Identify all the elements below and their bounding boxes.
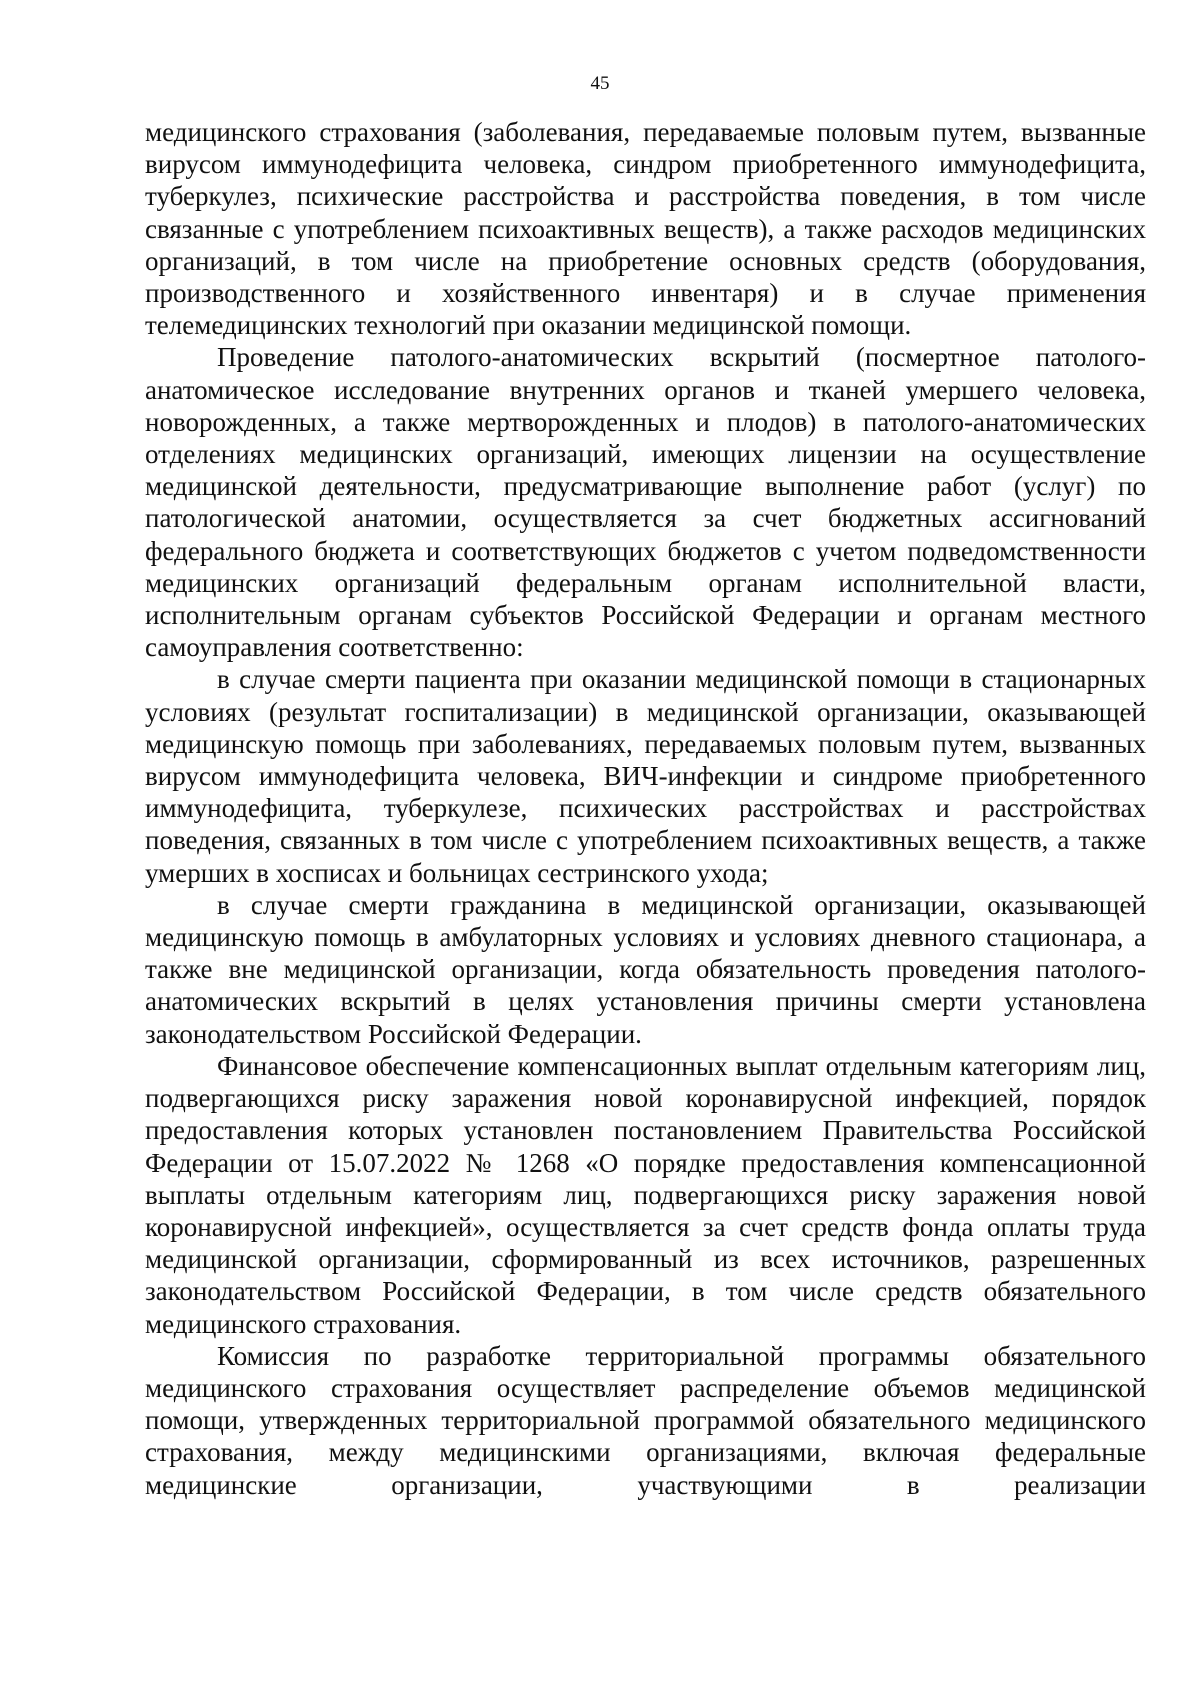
paragraph-compensation-payments: Финансовое обеспечение компенсационных выплат отдельным категориям лиц, подвергающихся риску заражения новой коронавирусной инфекцией, порядок предоставления которых установлен постановлением Правительства Российской Федерации от 15.07.2022 № 1268 «О порядке предоставления компенсационной выплаты отдельным категориям лиц, подвергающихся риску заражения новой коронавирусной инфекцией», осуществляется за счет средств фонда оплаты труда медицинской организации, сформированный из всех источников, разрешенных законодательством Российской Федерации, в том числе средств обязательного медицинского страхования. [145,1050,1146,1339]
paragraph-autopsy-funding: Проведение патолого-анатомических вскрытий (посмертное патолого-анатомическое исследование внутренних органов и тканей умершего человека, новорожденных, а также мертворожденных и плодов) в патолого-анатомических отделениях медицинских организаций, имеющих лицензии на осуществление медицинской деятельности, предусматривающие выполнение работ (услуг) по патологической анатомии, осуществляется за счет бюджетных ассигнований федерального бюджета и соответствующих бюджетов с учетом подведомственности медицинских организаций федеральным органам исполнительной власти, исполнительным органам субъектов Российской Федерации и органам местного самоуправления соответственно: [145,342,1146,663]
paragraph-outpatient-death: в случае смерти гражданина в медицинской организации, оказывающей медицинскую помощь в амбулаторных условиях и условиях дневного стационара, а также вне медицинской организации, когда обязательность проведения патолого-анатомических вскрытий в целях установления причины смерти установлена законодательством Российской Федерации. [145,889,1146,1049]
paragraph-inpatient-death: в случае смерти пациента при оказании медицинской помощи в стационарных условиях (результат госпитализации) в медицинской организации, оказывающей медицинскую помощь при заболеваниях, передаваемых половым путем, вызванных вирусом иммунодефицита человека, ВИЧ-инфекции и синдроме приобретенного иммунодефицита, туберкулезе, психических расстройствах и расстройствах поведения, связанных в том числе с употреблением психоактивных веществ, а также умерших в хосписах и больницах сестринского ухода; [145,664,1146,888]
paragraph-commission: Комиссия по разработке территориальной программы обязательного медицинского страхования осуществляет распределение объемов медицинской помощи, утвержденных территориальной программой обязательного медицинского страхования, между медицинскими организациями, включая федеральные медицинские организации, участвующими в реализации [145,1340,1146,1500]
document-body [145,116,1146,1501]
page-number: 45 [590,73,610,94]
paragraph-continuation: медицинского страхования (заболевания, передаваемые половым путем, вызванные вирусом иммунодефицита человека, синдром приобретенного иммунодефицита, туберкулез, психические расстройства и расстройства поведения, в том числе связанные с употреблением психоактивных веществ), а также расходов медицинских организаций, в том числе на приобретение основных средств (оборудования, производственного и хозяйственного инвентаря) и в случае применения телемедицинских технологий при оказании медицинской помощи. [145,117,1146,341]
